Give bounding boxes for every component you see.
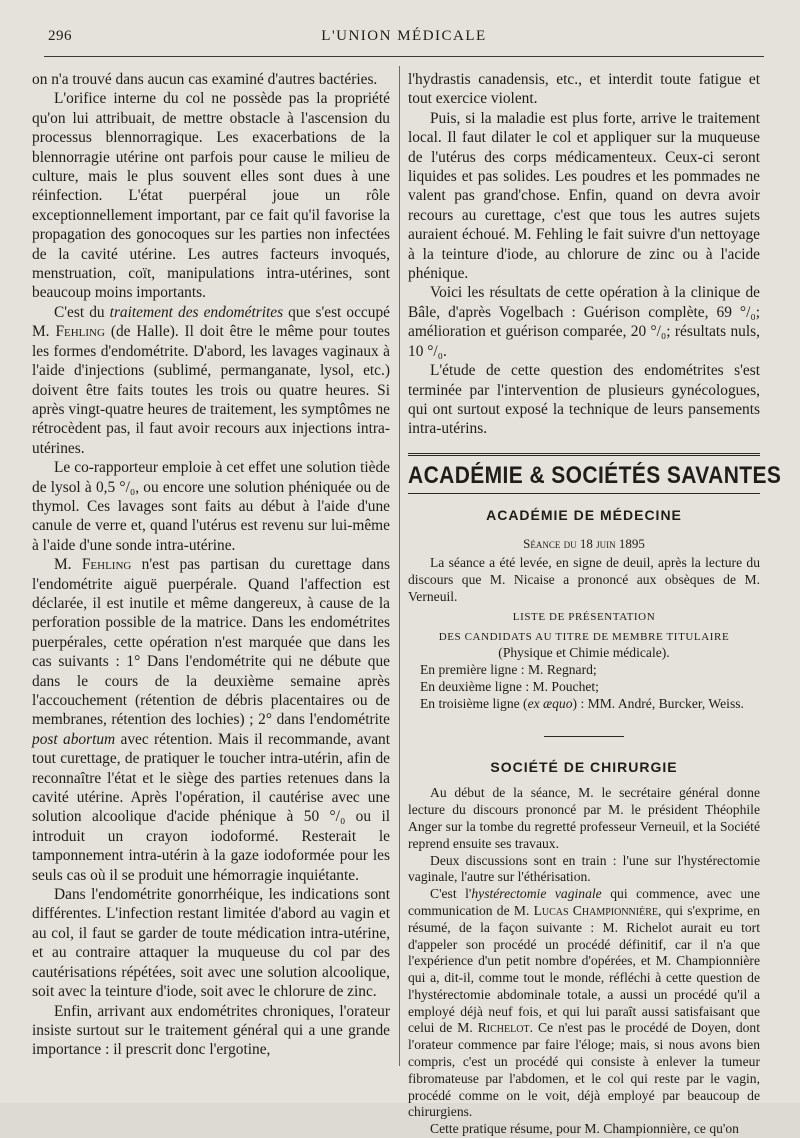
person-name: Fehling [81, 556, 132, 574]
list-heading: DES CANDIDATS AU TITRE DE MEMBRE TITULAIRE [438, 631, 730, 644]
person-name: Fehling [55, 323, 105, 341]
text-run: C'est l' [430, 886, 472, 902]
paragraph: Deux discussions sont en train : l'une sur l'hystérectomie vaginale, l'autre sur l'éthérisation. [408, 852, 760, 885]
candidate-line: En première ligne : M. Regnard; [420, 662, 597, 678]
person-name: Richelot [477, 1020, 530, 1036]
paragraph: Voici les résultats de cette opération à la clinique de Bâle, d'après Vogelbach : Guérison complète, 69 °/₀; amélioration et guérison comparée, 20 °/₀; résultats nuls, 10 °/₀. [408, 284, 760, 360]
column-divider [399, 66, 400, 1066]
subsection-title: ACADÉMIE DE MÉDECINE [486, 507, 682, 524]
seance-date: Séance du 18 juin 1895 [523, 535, 645, 551]
text-run: En troisième ligne ( [420, 695, 528, 711]
paragraph: Dans l'endométrite gonorrhéique, les indications sont différentes. L'infection restant limitée d'abord au vagin et au col, il faut se garder de toute médication intra-utérine, et au contraire attaquer la muqueuse du col par des cautérisations répétées, soit avec une solution alcoolique, soit avec la teinture d'iode, soit avec le chlorure de zinc. [32, 886, 390, 1001]
italic-text: ex æquo [527, 695, 573, 711]
paragraph: l'hydrastis canadensis, etc., et interdit toute fatigue et tout exercice violent. [408, 71, 760, 108]
paragraph: on n'a trouvé dans aucun cas examiné d'autres bactéries. [32, 71, 378, 88]
candidate-line [408, 696, 760, 713]
list-subheading: (Physique et Chimie médicale). [498, 645, 670, 661]
short-rule [544, 736, 624, 737]
paragraph [32, 303, 390, 458]
italic-text: post abortum [32, 730, 116, 748]
page-header [44, 26, 764, 50]
paragraph: Le co-rapporteur emploie à cet effet une solution tiède de lysol à 0,5 °/₀, ou encore une solution phéniquée ou de thymol. Ces lavages sont faits au début à l'aide d'une canule de verre et, quand l'utérus est revenu sur lui-même à l'aide d'une sonde intra-utérine. [32, 459, 390, 554]
paragraph: L'étude de cette question des endométrites s'est terminée par l'intervention de plusieurs gynécologues, qui ont surtout exposé la technique de leurs pansements intra-utérins. [408, 362, 760, 438]
paragraph: Enfin, arrivant aux endométrites chroniques, l'orateur insiste surtout sur le traitement général qui a une grande importance : il prescrit donc l'ergotine, [32, 1002, 390, 1059]
left-column [32, 70, 390, 1060]
list-heading: LISTE DE PRÉSENTATION [512, 611, 656, 624]
text-run: ) : MM. André, Burcker, Weiss. [572, 695, 744, 711]
running-head: L'UNION MÉDICALE [321, 28, 487, 44]
paragraph [32, 555, 390, 885]
right-column [408, 70, 782, 1138]
text-run: . Ce n'est pas le procédé de Doyen, dont l'orateur commence par faire l'éloge; mais, si nous avons bien compris, c'est un procédé qui consiste à enlever la tumeur fibromateuse par l'abdomen, et le col qui reste par le vagin, procédé comme on le voit, déjà employé par beaucoup de chirurgiens. [408, 1020, 760, 1120]
page-number: 296 [48, 28, 72, 44]
section-rule [408, 493, 760, 494]
text-run: (de Halle). Il doit être le même pour toutes les formes d'endométrite. D'abord, les lavages vaginaux à l'aide d'injections (sublimé, permanganate, lysol, etc.) doivent être faits toutes les trois ou quatre heures. Si après vingt-quatre heures de traitement, les symptômes ne rétrocèdent pas, il faut avoir recours aux injections intra-utérines. [32, 323, 390, 457]
short-rule-wrap [408, 727, 760, 746]
text-run: avec rétention. Mais il recommande, avant tout curettage, de pratiquer le toucher intra-utérin, afin de reconnaître l'état et le siège des parties retenues dans la cavité utérine. Après l'opération, il cautérise avec une solution alcoolique d'acide phénique à 50 °/₀ ou il introduit un crayon iodoformé. Resterait le tamponnement intra-utérin à la gaze iodoformée pour les seuls cas où il se produit une hémorragie inquiétante. [32, 730, 390, 884]
text-run: M. [54, 556, 82, 574]
paragraph: La séance a été levée, en signe de deuil, après la lecture du discours que M. Nicaise a prononcé aux obsèques de M. Verneuil. [408, 554, 760, 604]
italic-text: hystérectomie vaginale [471, 886, 602, 902]
italic-text: traitement des endométrites [109, 303, 284, 321]
text-run: n'est pas partisan du curettage dans l'endométrite aiguë puerpérale. Quand l'affection est déclarée, il est inutile et même dangereux, à cause de la perforation possible de la matrice. Dans les endométrites puerpérales, cette opération n'est marquée que dans les cas suivants : 1° Dans l'endométrite qui ne débute que dans le cours de la deuxième semaine après l'accouchement (rétention de débris placentaires ou de membranes, rétention des lochies) ; 2° dans l'endométrite [32, 556, 390, 729]
paragraph: Au début de la séance, M. le secrétaire général donne lecture du discours prononcé par M. le président Théophile Anger sur la tombe du regretté professeur Verneuil, et la Société reprend ensuite ses travaux. [408, 785, 760, 851]
paragraph: Puis, si la maladie est plus forte, arrive le traitement local. Il faut dilater le col et appliquer sur la muqueuse de l'utérus des corps médicamenteux. Ceux-ci seront liquides et pas solides. Les poudres et les pommades ne valent pas grand'chose. Enfin, quand on devra avoir recours au curettage, c'est que tous les autres sujets auraient échoué. M. Fehling le fait suivre d'un nettoyage à la teinture d'iode, au chlorure de zinc ou à l'acide phénique. [408, 109, 760, 283]
paragraph: L'orifice interne du col ne possède pas la propriété qu'on lui attribuait, de mettre obstacle à l'ascension du processus blennorragique. Les exacerbations de la blennorragie utérine ont parfois pour cause le milieu de culture, mais le plus souvent elles sont dues à une réinfection. L'état puerpéral joue un rôle exceptionnellement important, par ce fait qu'il favorise la propagation des gonocoques sur les parties non infectées de la cavité utérine. Les autres facteurs invoqués, menstruation, coït, manipulations intra-utérines, sont beaucoup moins importants. [32, 90, 390, 302]
paragraph: Cette pratique résume, pour M. Championnière, ce qu'on [430, 1121, 739, 1137]
text-run: qui commence, avec une communication de M. [408, 886, 760, 918]
text-run: que s'est occupé M. [32, 303, 390, 341]
candidate-line: En deuxième ligne : M. Pouchet; [420, 678, 599, 694]
text-run: , qui s'exprime, en résumé, de la façon suivante : M. Richelot aurait eu tort d'appeler son procédé un procédé définitif, car il n'a que l'expérience d'un petit nombre d'opérées, et M. Championnière qui a, dit-il, comme tout le monde, réfléchi à cette question de l'hystérectomie abdominale totale, a aussi un procédé qu'il a employé déjà neuf fois, et qui lui paraît aussi satisfaisant que celui de M. [408, 902, 760, 1036]
paragraph [408, 886, 760, 1121]
text-run: C'est du [54, 303, 110, 321]
person-name: Lucas Championnière [533, 902, 658, 918]
section-title: ACADÉMIE & SOCIÉTÉS SAVANTES [408, 461, 782, 489]
header-rule [44, 56, 764, 57]
subsection-title: SOCIÉTÉ DE CHIRURGIE [490, 758, 678, 775]
section-double-rule [408, 453, 760, 456]
